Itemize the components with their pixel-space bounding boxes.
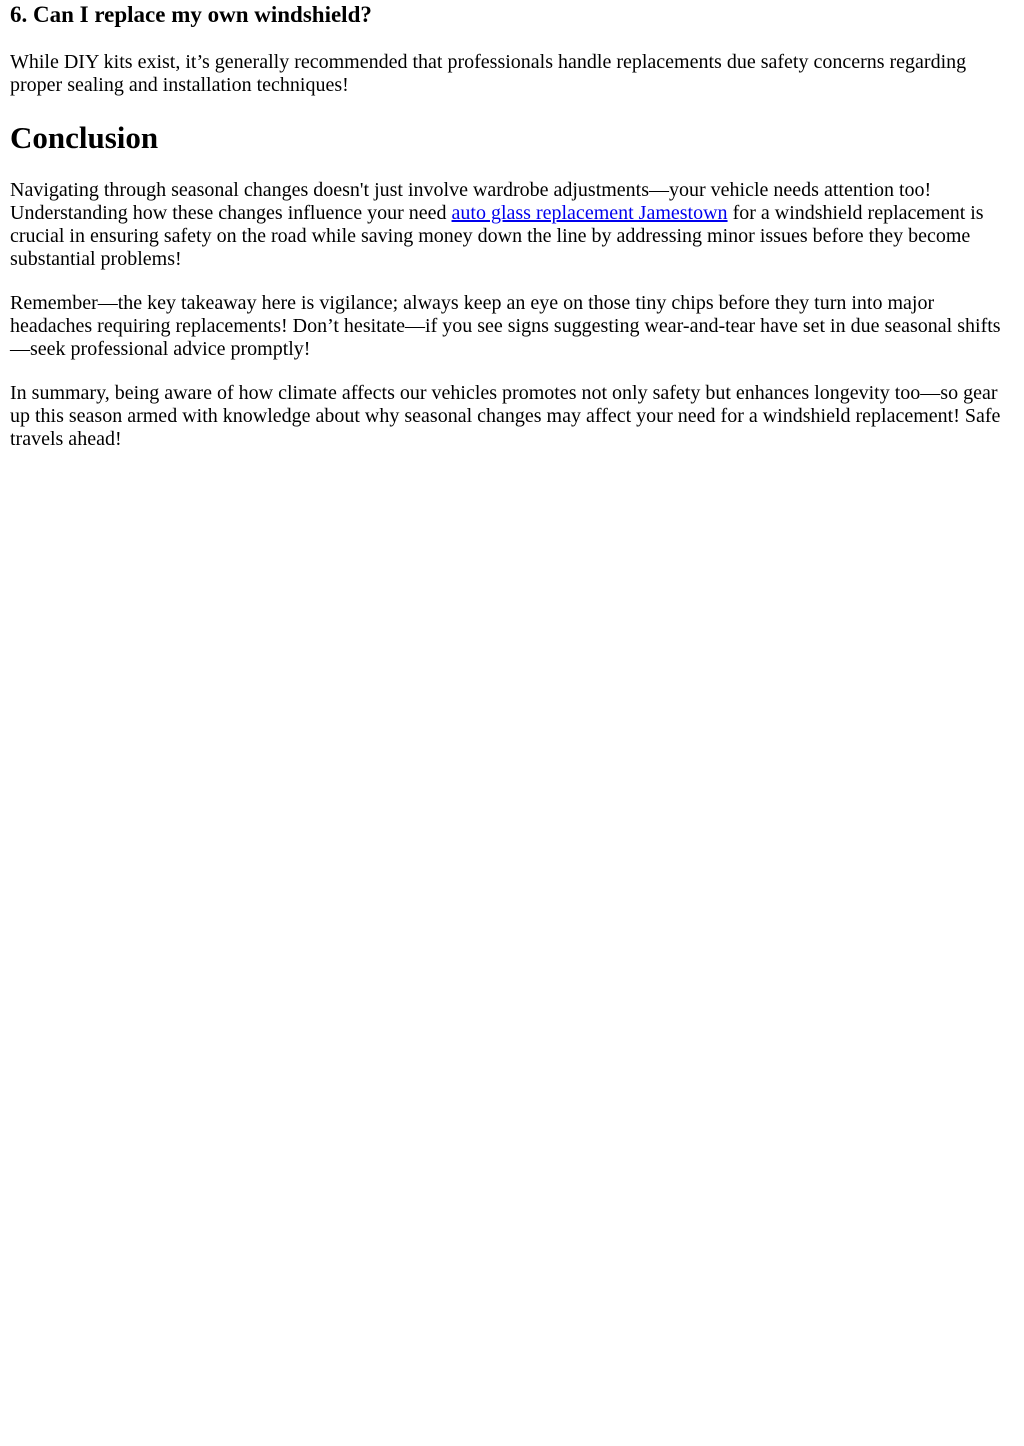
faq-question-heading: 6. Can I replace my own windshield?: [10, 2, 372, 27]
conclusion-paragraph-3: In summary, being aware of how climate affects our vehicles promotes not only safety but enhances longevity too—so gear up this season armed with knowledge about why seasonal changes may affect your need for a windshield replacement! Safe travels ahead!: [10, 382, 1001, 450]
auto-glass-replacement-link[interactable]: auto glass replacement Jamestown: [451, 202, 728, 224]
faq-answer: While DIY kits exist, it’s generally recommended that professionals handle replacements due safety concerns regarding proper sealing and installation techniques!: [10, 51, 967, 96]
conclusion-paragraph-1: [10, 179, 1014, 271]
conclusion-paragraph-1-text-start: Navigating through seasonal changes doesn't just involve wardrobe adjustments—your vehicle needs attention too! Understanding how these changes influence your need: [10, 179, 932, 224]
conclusion-heading: Conclusion: [10, 120, 159, 155]
conclusion-paragraph-1-text-end: for a windshield replacement is crucial in ensuring safety on the road while saving money down the line by addressing minor issues before they become substantial problems!: [10, 202, 984, 270]
article-content: [0, 1, 1024, 451]
conclusion-paragraph-2: Remember—the key takeaway here is vigilance; always keep an eye on those tiny chips before they turn into major headaches requiring replacements! Don’t hesitate—if you see signs suggesting wear-and-tear have set in due seasonal shifts—seek professional advice promptly!: [10, 292, 1001, 360]
